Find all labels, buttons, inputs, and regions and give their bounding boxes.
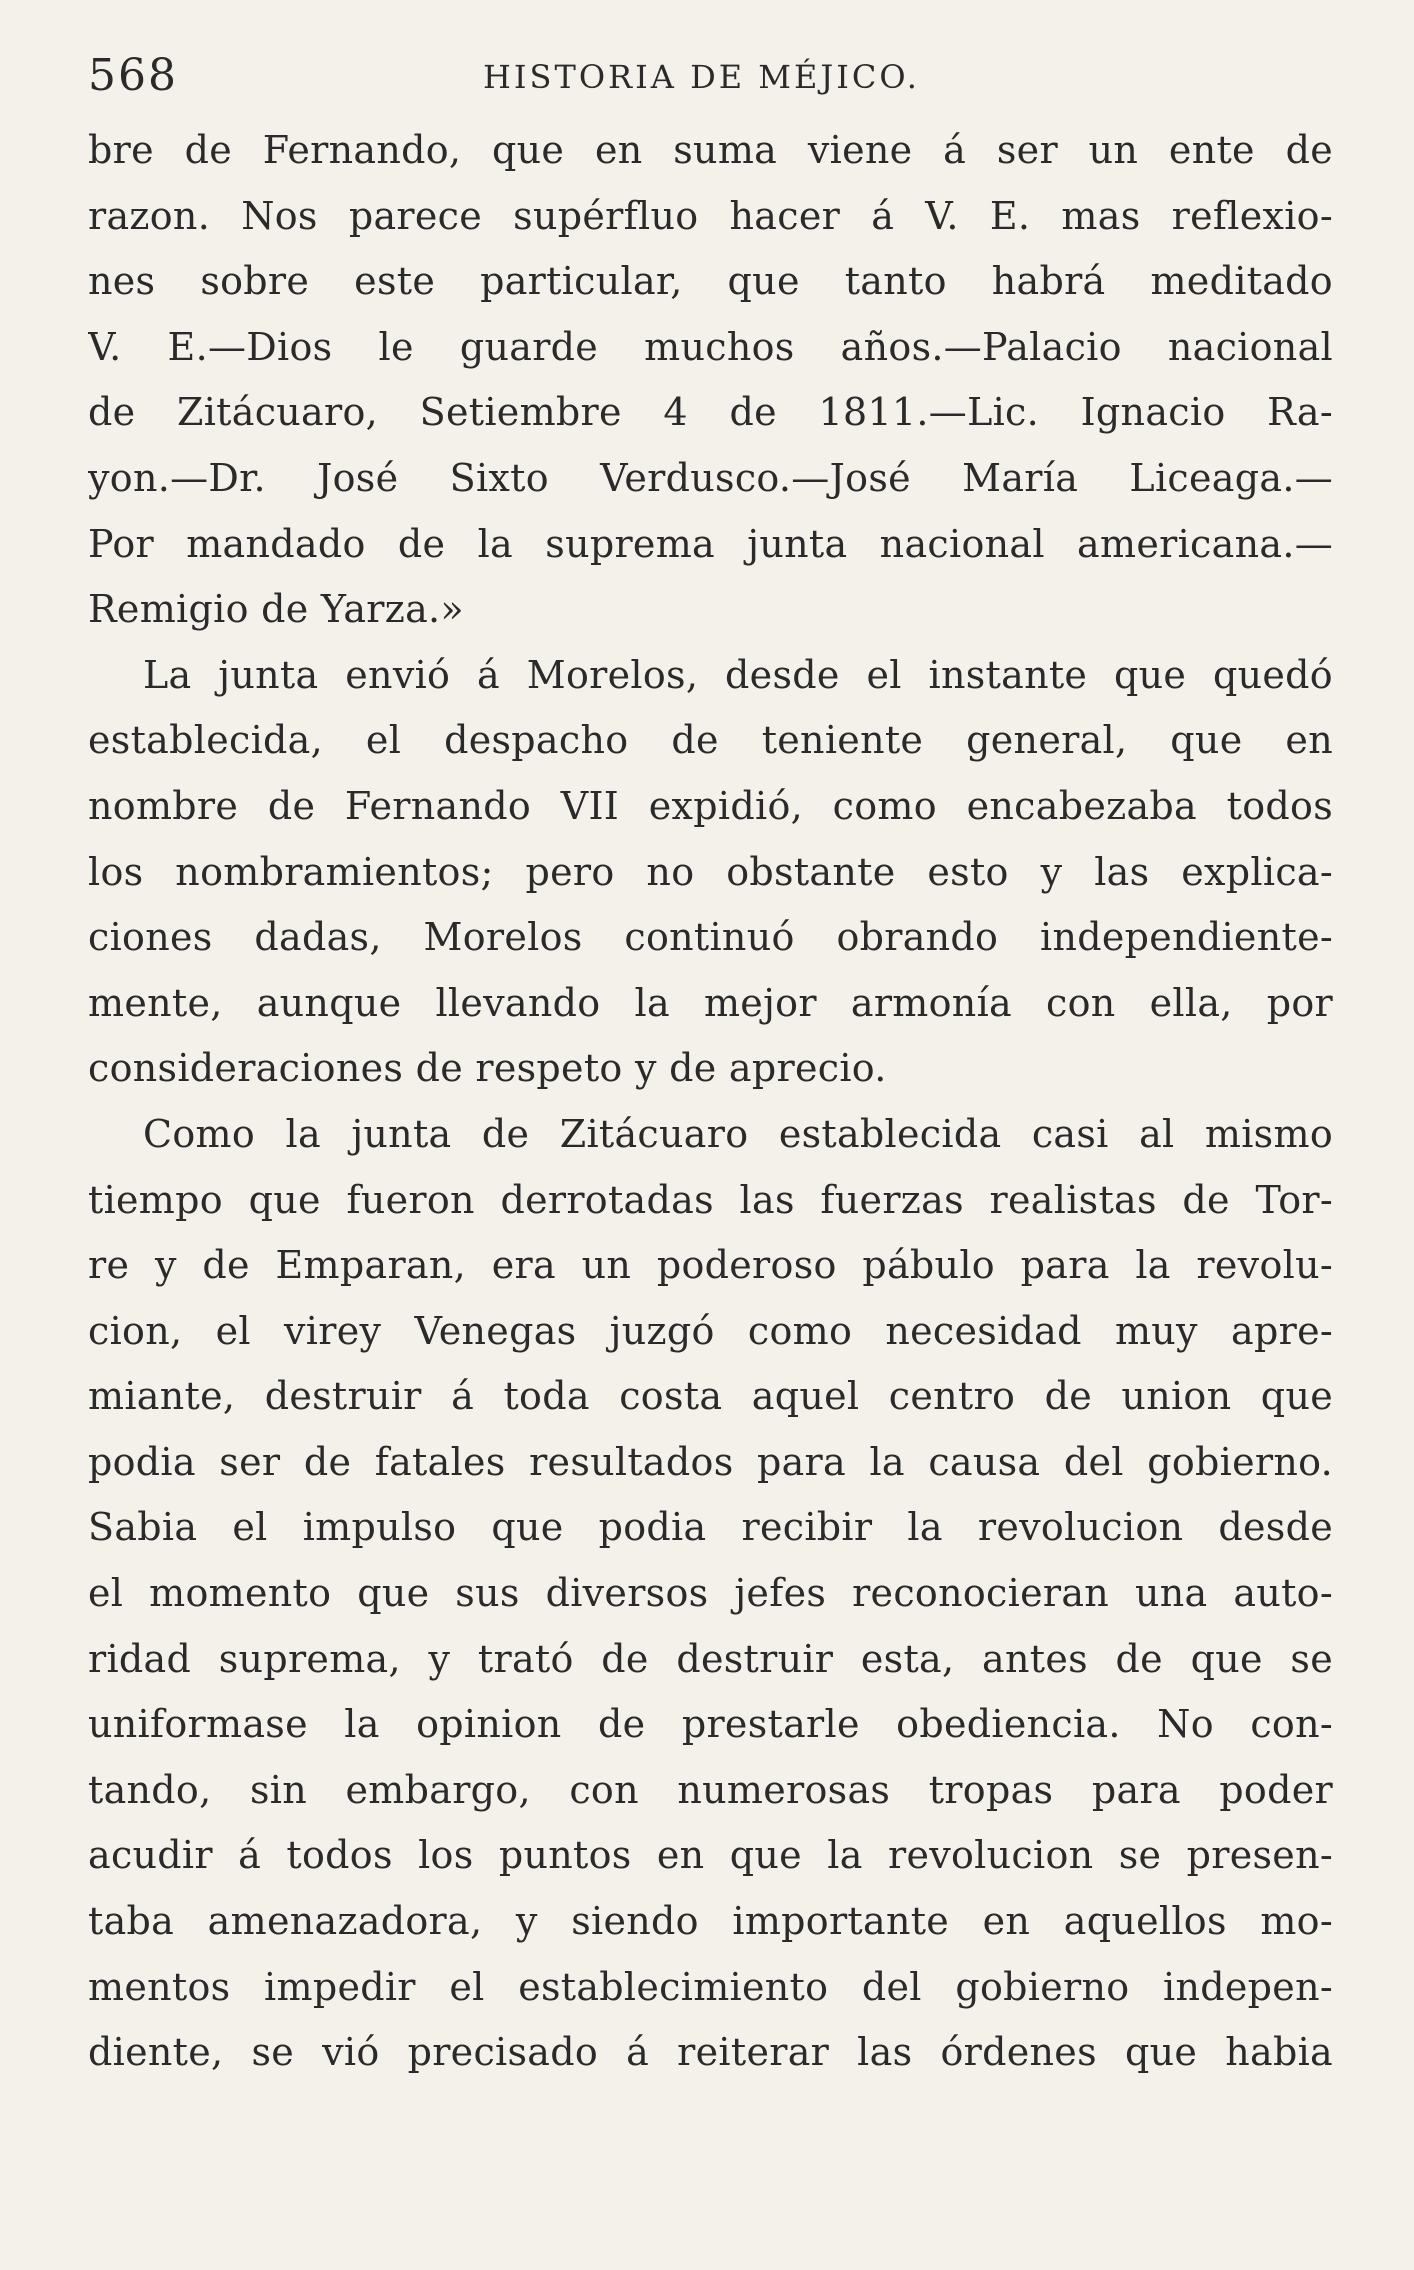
text-line: tando, sin embargo, con numerosas tropas para poder	[88, 1767, 1333, 1812]
text-line: bre de Fernando, que en suma viene á ser un ente de	[88, 128, 1333, 172]
text-line: de Zitácuaro, Setiembre 4 de 1811.—Lic. Ignacio Ra-	[88, 390, 1333, 435]
page-number: 568	[88, 50, 178, 101]
text-line: mentos impedir el establecimiento del gobierno indepen-	[88, 1964, 1333, 2009]
text-line: mente, aunque llevando la mejor armonía con ella, por	[88, 980, 1333, 1025]
text-line: nombre de Fernando VII expidió, como encabezaba todos	[88, 783, 1333, 828]
text-line: el momento que sus diversos jefes reconocieran una auto-	[88, 1571, 1333, 1616]
running-head	[88, 40, 1338, 110]
text-line: ciones dadas, Morelos continuó obrando independiente-	[88, 915, 1333, 960]
text-line: ridad suprema, y trató de destruir esta, antes de que se	[88, 1636, 1333, 1681]
text-line: uniformase la opinion de prestarle obediencia. No con-	[88, 1702, 1333, 1747]
text-line: taba amenazadora, y siendo importante en aquellos mo-	[88, 1899, 1333, 1944]
text-line: re y de Emparan, era un poderoso pábulo para la revolu-	[88, 1243, 1333, 1288]
text-line: diente, se vió precisado á reiterar las órdenes que habia	[88, 2030, 1333, 2075]
text-line: cion, el virey Venegas juzgó como necesidad muy apre-	[88, 1308, 1333, 1353]
text-line: Remigio de Yarza.»	[88, 587, 464, 632]
text-line: podia ser de fatales resultados para la causa del gobierno.	[88, 1439, 1333, 1484]
text-line: tiempo que fueron derrotadas las fuerzas realistas de Tor-	[88, 1177, 1333, 1222]
paragraph-first-line: Como la junta de Zitácuaro establecida casi al mismo	[143, 1111, 1333, 1156]
text-line: consideraciones de respeto y de aprecio.	[88, 1046, 887, 1091]
text-line: establecida, el despacho de teniente general, que en	[88, 718, 1333, 763]
running-title: HISTORIA DE MÉJICO.	[483, 58, 920, 96]
text-line: los nombramientos; pero no obstante esto y las explica-	[88, 849, 1333, 894]
text-line: razon. Nos parece supérfluo hacer á V. E. mas reflexio-	[88, 193, 1333, 238]
text-line: V. E.—Dios le guarde muchos años.—Palacio nacional	[88, 324, 1333, 369]
text-line: miante, destruir á toda costa aquel centro de union que	[88, 1374, 1333, 1419]
text-line: Sabia el impulso que podia recibir la revolucion desde	[88, 1505, 1333, 1550]
text-line: nes sobre este particular, que tanto habrá meditado	[88, 259, 1333, 304]
text-line: yon.—Dr. José Sixto Verdusco.—José María Liceaga.—	[88, 455, 1333, 500]
paragraph-first-line: La junta envió á Morelos, desde el instante que quedó	[143, 652, 1333, 697]
body-text	[88, 118, 1333, 2086]
text-line: Por mandado de la suprema junta nacional americana.—	[88, 521, 1333, 566]
text-line: acudir á todos los puntos en que la revolucion se presen-	[88, 1833, 1333, 1878]
